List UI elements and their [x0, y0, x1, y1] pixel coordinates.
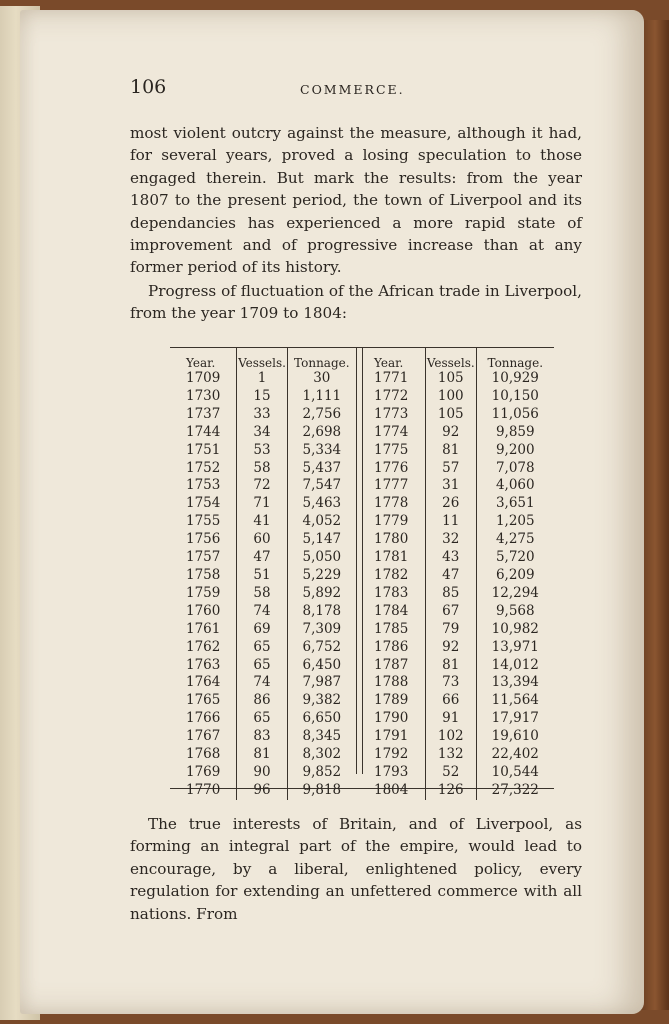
- cell-vessels: 66: [426, 692, 477, 710]
- cell-year: 1756: [186, 531, 221, 548]
- table-row: [362, 603, 554, 621]
- cell-vessels: 69: [237, 621, 287, 639]
- table-row: [170, 639, 356, 657]
- cell-vessels: 72: [237, 477, 287, 495]
- cell-vessels: 51: [237, 567, 287, 585]
- cell-tonnage: 17,917: [476, 710, 554, 728]
- cell-year: 1775: [374, 441, 409, 458]
- table-row: [362, 388, 554, 406]
- cell-tonnage: 9,852: [287, 764, 356, 782]
- cell-tonnage: 13,394: [476, 674, 554, 692]
- cell-year: 1753: [186, 477, 221, 494]
- table-row: [170, 549, 356, 567]
- cell-vessels: 65: [237, 639, 287, 657]
- cell-year: 1783: [374, 584, 409, 601]
- cell-vessels: 33: [237, 406, 287, 424]
- cell-vessels: 58: [237, 460, 287, 478]
- cell-tonnage: 9,200: [476, 442, 554, 460]
- table-row: [362, 477, 554, 495]
- cell-year: 1754: [186, 495, 221, 512]
- cell-vessels: 34: [237, 424, 287, 442]
- table-row: [362, 531, 554, 549]
- cell-vessels: 65: [237, 710, 287, 728]
- page-header: [130, 76, 580, 100]
- cell-year: 1730: [186, 387, 221, 404]
- table-row: [170, 567, 356, 585]
- cell-tonnage: 22,402: [476, 746, 554, 764]
- paragraph-table-intro: Progress of fluctuation of the African trade in Liverpool, from the year 1709 to 1804:: [130, 282, 582, 323]
- table-row: [362, 782, 554, 800]
- table-row: [362, 585, 554, 603]
- cell-tonnage: 8,345: [287, 728, 356, 746]
- cell-year: 1744: [186, 423, 221, 440]
- cell-vessels: 43: [426, 549, 477, 567]
- cell-year: 1773: [374, 405, 409, 422]
- cell-tonnage: 7,309: [287, 621, 356, 639]
- cell-year: 1771: [374, 370, 409, 386]
- cell-year: 1761: [186, 620, 221, 637]
- cell-tonnage: 9,382: [287, 692, 356, 710]
- paragraph-top: most violent outcry against the measure, although it had, for several years, proved a losing speculation to those engaged therein. But mark the results: from the year 1807 to the present period, the town of Liverpool and its dependancies has experienced a more rapid state of improvement and of progressive increase than at any former period of its history.: [130, 124, 582, 277]
- table-row: [170, 764, 356, 782]
- cell-year: 1772: [374, 387, 409, 404]
- cell-tonnage: 30: [287, 370, 356, 388]
- cell-year: 1758: [186, 566, 221, 583]
- cell-vessels: 90: [237, 764, 287, 782]
- cell-year: 1767: [186, 728, 221, 745]
- cell-tonnage: 11,564: [476, 692, 554, 710]
- cell-vessels: 52: [426, 764, 477, 782]
- header-year: Year.: [186, 356, 216, 370]
- table-left-half: [170, 348, 356, 798]
- table-row: [170, 442, 356, 460]
- cell-tonnage: 12,294: [476, 585, 554, 603]
- cell-tonnage: 6,752: [287, 639, 356, 657]
- cell-tonnage: 2,698: [287, 424, 356, 442]
- cell-tonnage: 7,987: [287, 674, 356, 692]
- cell-tonnage: 9,818: [287, 782, 356, 800]
- cell-vessels: 60: [237, 531, 287, 549]
- cell-year: 1793: [374, 763, 409, 780]
- cell-tonnage: 9,859: [476, 424, 554, 442]
- book-fore-edge: [641, 20, 669, 1010]
- cell-vessels: 132: [426, 746, 477, 764]
- cell-vessels: 92: [426, 424, 477, 442]
- cell-year: 1804: [374, 781, 409, 798]
- cell-tonnage: 5,463: [287, 495, 356, 513]
- cell-year: 1770: [186, 781, 221, 798]
- cell-year: 1784: [374, 602, 409, 619]
- cell-tonnage: 4,060: [476, 477, 554, 495]
- cell-vessels: 81: [426, 657, 477, 675]
- table-row: [362, 674, 554, 692]
- table-row: [362, 639, 554, 657]
- table-row: [170, 657, 356, 675]
- cell-tonnage: 9,568: [476, 603, 554, 621]
- cell-year: 1755: [186, 513, 221, 530]
- table-row: [170, 782, 356, 800]
- cell-year: 1787: [374, 656, 409, 673]
- cell-year: 1789: [374, 692, 409, 709]
- table-row: [170, 370, 356, 388]
- cell-year: 1751: [186, 441, 221, 458]
- cell-tonnage: 10,150: [476, 388, 554, 406]
- cell-tonnage: 5,229: [287, 567, 356, 585]
- african-trade-table: [170, 347, 554, 798]
- table-row: [362, 567, 554, 585]
- cell-year: 1769: [186, 763, 221, 780]
- cell-vessels: 83: [237, 728, 287, 746]
- cell-tonnage: 7,078: [476, 460, 554, 478]
- cell-year: 1757: [186, 549, 221, 566]
- cell-vessels: 96: [237, 782, 287, 800]
- table-row: [170, 728, 356, 746]
- cell-tonnage: 4,275: [476, 531, 554, 549]
- cell-tonnage: 5,050: [287, 549, 356, 567]
- cell-vessels: 71: [237, 495, 287, 513]
- table-row: [362, 657, 554, 675]
- table-row: [170, 513, 356, 531]
- cell-year: 1781: [374, 549, 409, 566]
- header-tonnage: Tonnage.: [287, 348, 356, 370]
- cell-tonnage: 4,052: [287, 513, 356, 531]
- cell-tonnage: 5,437: [287, 460, 356, 478]
- header-vessels: Vessels.: [237, 348, 287, 370]
- header-tonnage: Tonnage.: [476, 348, 554, 370]
- cell-year: 1778: [374, 495, 409, 512]
- cell-vessels: 79: [426, 621, 477, 639]
- cell-vessels: 15: [237, 388, 287, 406]
- cell-vessels: 73: [426, 674, 477, 692]
- table-right-body: [362, 370, 554, 800]
- cell-year: 1763: [186, 656, 221, 673]
- cell-year: 1780: [374, 531, 409, 548]
- cell-year: 1765: [186, 692, 221, 709]
- running-head: COMMERCE.: [300, 82, 405, 97]
- cell-tonnage: 5,147: [287, 531, 356, 549]
- cell-vessels: 41: [237, 513, 287, 531]
- cell-year: 1764: [186, 674, 221, 691]
- cell-tonnage: 6,209: [476, 567, 554, 585]
- table-row: [170, 477, 356, 495]
- cell-vessels: 26: [426, 495, 477, 513]
- cell-vessels: 85: [426, 585, 477, 603]
- table-row: [362, 406, 554, 424]
- table-left-body: [170, 370, 356, 800]
- header-year: Year.: [374, 356, 404, 370]
- cell-year: 1786: [374, 638, 409, 655]
- cell-tonnage: 6,650: [287, 710, 356, 728]
- cell-tonnage: 14,012: [476, 657, 554, 675]
- table-header-row: [362, 348, 554, 370]
- cell-year: 1777: [374, 477, 409, 494]
- cell-vessels: 1: [237, 370, 287, 388]
- cell-tonnage: 5,892: [287, 585, 356, 603]
- table-row: [170, 424, 356, 442]
- cell-tonnage: 6,450: [287, 657, 356, 675]
- cell-tonnage: 10,929: [476, 370, 554, 388]
- table-header-row: [170, 348, 356, 370]
- table-row: [362, 710, 554, 728]
- table-row: [362, 764, 554, 782]
- table-row: [362, 728, 554, 746]
- cell-year: 1791: [374, 728, 409, 745]
- cell-tonnage: 10,982: [476, 621, 554, 639]
- table-row: [170, 746, 356, 764]
- cell-vessels: 105: [426, 370, 477, 388]
- cell-vessels: 81: [237, 746, 287, 764]
- paragraph-bottom: The true interests of Britain, and of Liverpool, as forming an integral part of the empire, would lead to encourage, by a liberal, enlightened policy, every regulation for extending an unfettered commerce with all nations. From: [130, 815, 582, 923]
- table-row: [362, 495, 554, 513]
- cell-vessels: 74: [237, 603, 287, 621]
- cell-vessels: 47: [426, 567, 477, 585]
- cell-tonnage: 13,971: [476, 639, 554, 657]
- table-row: [170, 710, 356, 728]
- table-row: [170, 585, 356, 603]
- table-row: [362, 513, 554, 531]
- cell-vessels: 57: [426, 460, 477, 478]
- cell-year: 1768: [186, 746, 221, 763]
- cell-vessels: 11: [426, 513, 477, 531]
- cell-year: 1776: [374, 459, 409, 476]
- cell-vessels: 105: [426, 406, 477, 424]
- cell-vessels: 100: [426, 388, 477, 406]
- table-row: [362, 549, 554, 567]
- cell-year: 1762: [186, 638, 221, 655]
- table-right-half: [362, 348, 554, 798]
- cell-vessels: 126: [426, 782, 477, 800]
- table-row: [170, 531, 356, 549]
- table-row: [170, 388, 356, 406]
- cell-vessels: 58: [237, 585, 287, 603]
- table-row: [362, 621, 554, 639]
- cell-year: 1782: [374, 566, 409, 583]
- cell-year: 1779: [374, 513, 409, 530]
- cell-tonnage: 10,544: [476, 764, 554, 782]
- cell-year: 1752: [186, 459, 221, 476]
- cell-year: 1766: [186, 710, 221, 727]
- cell-year: 1759: [186, 584, 221, 601]
- cell-vessels: 102: [426, 728, 477, 746]
- cell-vessels: 74: [237, 674, 287, 692]
- page-number: 106: [130, 76, 167, 98]
- cell-tonnage: 2,756: [287, 406, 356, 424]
- cell-year: 1792: [374, 746, 409, 763]
- cell-vessels: 92: [426, 639, 477, 657]
- cell-vessels: 32: [426, 531, 477, 549]
- cell-tonnage: 27,322: [476, 782, 554, 800]
- cell-vessels: 47: [237, 549, 287, 567]
- cell-vessels: 91: [426, 710, 477, 728]
- cell-vessels: 65: [237, 657, 287, 675]
- table-row: [170, 674, 356, 692]
- table-row: [362, 692, 554, 710]
- cell-tonnage: 1,111: [287, 388, 356, 406]
- header-vessels: Vessels.: [426, 348, 477, 370]
- cell-vessels: 81: [426, 442, 477, 460]
- cell-year: 1785: [374, 620, 409, 637]
- cell-year: 1760: [186, 602, 221, 619]
- cell-vessels: 86: [237, 692, 287, 710]
- cell-tonnage: 8,302: [287, 746, 356, 764]
- table-row: [170, 406, 356, 424]
- table-row: [170, 621, 356, 639]
- cell-vessels: 67: [426, 603, 477, 621]
- cell-year: 1788: [374, 674, 409, 691]
- table-row: [362, 442, 554, 460]
- cell-year: 1709: [186, 370, 221, 386]
- table-row: [362, 370, 554, 388]
- cell-tonnage: 19,610: [476, 728, 554, 746]
- cell-tonnage: 7,547: [287, 477, 356, 495]
- cell-year: 1790: [374, 710, 409, 727]
- cell-vessels: 53: [237, 442, 287, 460]
- table-row: [362, 424, 554, 442]
- cell-tonnage: 11,056: [476, 406, 554, 424]
- cell-tonnage: 5,334: [287, 442, 356, 460]
- table-row: [170, 495, 356, 513]
- cell-tonnage: 1,205: [476, 513, 554, 531]
- table-row: [170, 692, 356, 710]
- table-row: [170, 460, 356, 478]
- cell-year: 1774: [374, 423, 409, 440]
- table-row: [362, 460, 554, 478]
- table-row: [170, 603, 356, 621]
- cell-tonnage: 3,651: [476, 495, 554, 513]
- table-row: [362, 746, 554, 764]
- cell-vessels: 31: [426, 477, 477, 495]
- cell-year: 1737: [186, 405, 221, 422]
- cell-tonnage: 8,178: [287, 603, 356, 621]
- cell-tonnage: 5,720: [476, 549, 554, 567]
